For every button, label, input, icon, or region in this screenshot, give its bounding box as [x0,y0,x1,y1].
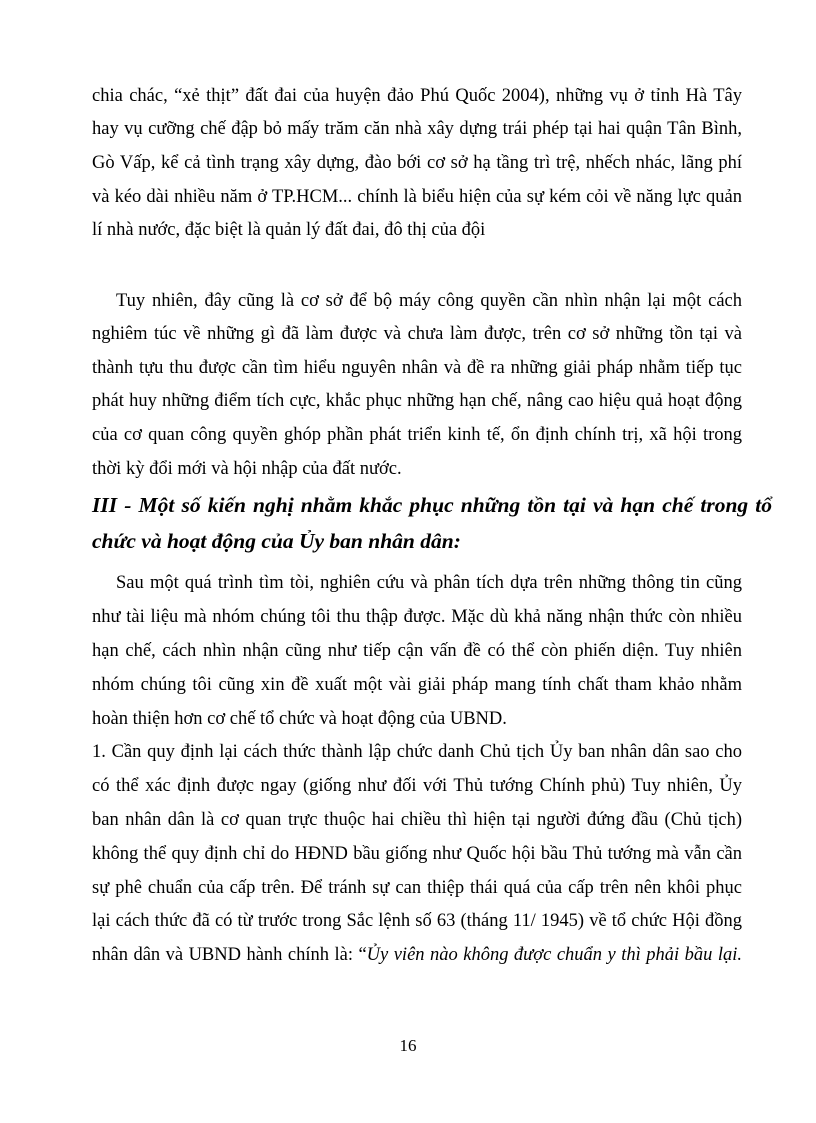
section-heading: III - Một số kiến nghị nhằm khắc phục những tồn tại và hạn chế trong tổ [92,493,772,517]
text-line: hay vụ cưỡng chế đập bỏ mấy trăm căn nhà xây dựng trái phép tại hai quận Tân Bình, [92,119,742,139]
text-line: không thể quy định chỉ do HĐND bầu giống như Quốc hội bầu Thủ tướng mà vẫn cần [92,844,742,864]
text-line: Sau một quá trình tìm tòi, nghiên cứu và phân tích dựa trên những thông tin cũng [116,573,742,593]
text-line: hạn chế, cách nhìn nhận cũng như tiếp cận vấn đề có thể còn phiến diện. Tuy nhiên [92,641,742,661]
text-line: của cơ quan công quyền ghóp phần phát triển kinh tế, ổn định chính trị, xã hội trong [92,425,742,445]
text-line: nghiêm túc về những gì đã làm được và chưa làm được, trên cơ sở những tồn tại và [92,324,742,344]
page-number: 16 [399,1036,417,1055]
text-line: 1. Cần quy định lại cách thức thành lập chức danh Chủ tịch Ủy ban nhân dân sao cho [92,742,742,762]
text-line: nhóm chúng tôi cũng xin đề xuất một vài giải pháp mang tính chất tham khảo nhằm [92,675,742,695]
text-line: sự phê chuẩn của cấp trên. Để tránh sự can thiệp thái quá của cấp trên nên khôi phục [92,878,742,898]
text-line: chia chác, “xẻ thịt” đất đai của huyện đảo Phú Quốc 2004), những vụ ở tỉnh Hà Tây [92,86,742,106]
quoted-decree-text: Ủy viên nào không được chuẩn y thì phải bầu lại. [366,945,742,965]
text-line: lại cách thức đã có từ trước trong Sắc lệnh số 63 (tháng 11/ 1945) về tổ chức Hội đồng [92,911,742,931]
text-line: có thể xác định được ngay (giống như đối với Thủ tướng Chính phủ) Tuy nhiên, Ủy [92,776,742,796]
text-line: phát huy những điểm tích cực, khắc phục những hạn chế, nâng cao hiệu quả hoạt động [92,391,742,411]
text-line: thành tựu thu được cần tìm hiểu nguyên nhân và đề ra những giải pháp nhằm tiếp tục [92,358,742,378]
text-line [92,943,742,967]
text-line: hoàn thiện hơn cơ chế tổ chức và hoạt động của UBND. [92,709,507,729]
section-heading: chức và hoạt động của Ủy ban nhân dân: [92,529,461,553]
text-line: Tuy nhiên, đây cũng là cơ sở để bộ máy công quyền cần nhìn nhận lại một cách [116,291,742,311]
text-run: nhân dân và UBND hành chính là: “ [92,945,367,965]
text-line: ban nhân dân là cơ quan trực thuộc hai chiều thì hiện tại người đứng đầu (Chủ tịch) [92,810,742,830]
text-line: như tài liệu mà nhóm chúng tôi thu thập được. Mặc dù khả năng nhận thức còn nhiều [92,607,742,627]
text-line: lí nhà nước, đặc biệt là quản lý đất đai, đô thị của đội [92,220,486,240]
text-line: và kéo dài nhiều năm ở TP.HCM... chính là biểu hiện của sự kém cỏi về năng lực quản [92,187,742,207]
text-line: Gò Vấp, kể cả tình trạng xây dựng, đào bới cơ sở hạ tầng trì trệ, nhếch nhác, lãng phí [92,153,742,173]
text-line: thời kỳ đổi mới và hội nhập của đất nước. [92,459,402,479]
